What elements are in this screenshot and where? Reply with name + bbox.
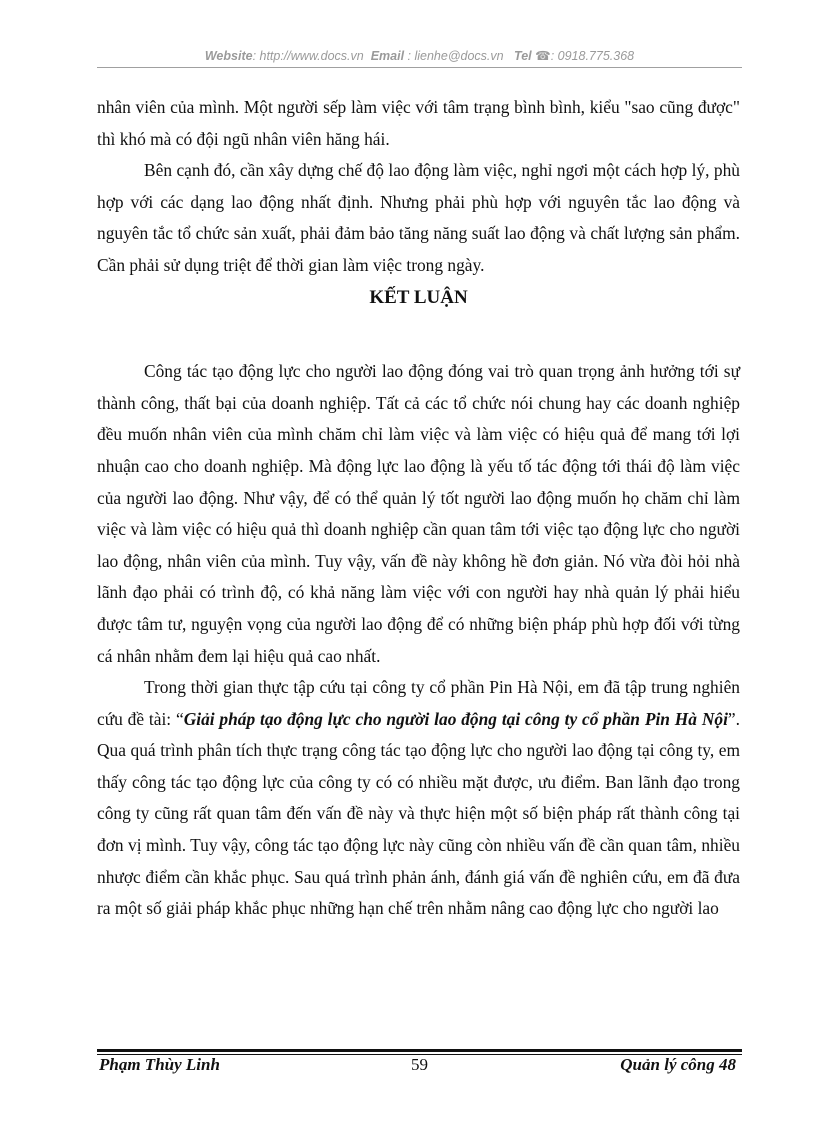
phone-icon: ☎ [535,49,551,63]
paragraph-2: Bên cạnh đó, cần xây dựng chế độ lao động làm việc, nghỉ ngơi một cách hợp lý, phù hợp với các dạng lao động nhất định. Nhưng phải phù hợp với nguyên tắc lao động và nguyên tắc tổ chức sản xuất, phải đảm bảo tăng năng suất lao động và chất lượng sản phẩm. Cần phải sử dụng triệt để thời gian làm việc trong ngày. [97,160,740,275]
tel-value: : 0918.775.368 [550,49,635,63]
header-divider [97,67,742,68]
paragraph-4-start: Trong thời gian thực tập cứu tại công ty cổ phần Pin Hà Nội, em đã tập trung nghiên cứu đề tài: “ [97,677,740,729]
footer-author: Phạm Thùy Linh [99,1055,220,1074]
conclusion-heading: KẾT LUẬN [369,286,468,308]
email-label: Email [370,49,405,63]
paragraph-4-end: ”. Qua quá trình phân tích thực trạng công tác tạo động lực cho người lao động tại công ty, em thấy công tác tạo động lực của công ty có có nhiều mặt được, ưu điểm. Ban lãnh đạo trong công ty cũng rất quan tâm đến vấn đề này và thực hiện một số biện pháp rất thành công tại đơn vị mình. Tuy vậy, công tác tạo động lực này cũng còn nhiều vấn đề cần quan tâm, nhiều nhược điểm cần khắc phục. Sau quá trình phản ánh, đánh giá vấn đề nghiên cứu, em đã đưa ra một số giải pháp khắc phục những hạn chế trên nhằm nâng cao động lực cho người lao [97,708,740,919]
page-body [97,92,740,925]
website-label: Website [204,49,253,63]
thesis-title: Giải pháp tạo động lực cho người lao động tại công ty cổ phần Pin Hà Nội [183,708,728,729]
footer-class: Quản lý công 48 [620,1055,736,1074]
footer-divider-thick [97,1049,742,1052]
page-footer [97,1055,742,1079]
page-number: 59 [411,1055,428,1074]
tel-label: Tel [514,49,532,63]
website-value: : http://www.docs.vn [252,49,364,63]
page-header [97,48,742,63]
email-value: : lienhe@docs.vn [407,49,504,63]
paragraph-1: nhân viên của mình. Một người sếp làm việc với tâm trạng bình bình, kiểu "sao cũng được" thì khó mà có đội ngũ nhân viên hăng hái. [97,97,740,149]
paragraph-4 [97,672,740,925]
paragraph-3: Công tác tạo động lực cho người lao động đóng vai trò quan trọng ảnh hưởng tới sự thành công, thất bại của doanh nghiệp. Tất cả các tổ chức nói chung hay các doanh nghiệp đều muốn nhân viên của mình chăm chỉ làm việc và làm việc có hiệu quả để mang tới lợi nhuận cao cho doanh nghiệp. Mà động lực lao động là yếu tố tác động tới thái độ làm việc của người lao động. Như vậy, để có thể quản lý tốt người lao động muốn họ chăm chỉ làm việc và làm việc có hiệu quả thì doanh nghiệp cần quan tâm tới việc tạo động lực cho người lao động, nhân viên của mình. Tuy vậy, vấn đề này không hề đơn giản. Nó vừa đòi hỏi nhà lãnh đạo phải có trình độ, có khả năng làm việc với con người hay nhà quản lý phải hiểu được tâm tư, nguyện vọng của người lao động để có những biện pháp phù hợp đối với từng cá nhân nhằm đem lại hiệu quả cao nhất. [97,361,740,666]
